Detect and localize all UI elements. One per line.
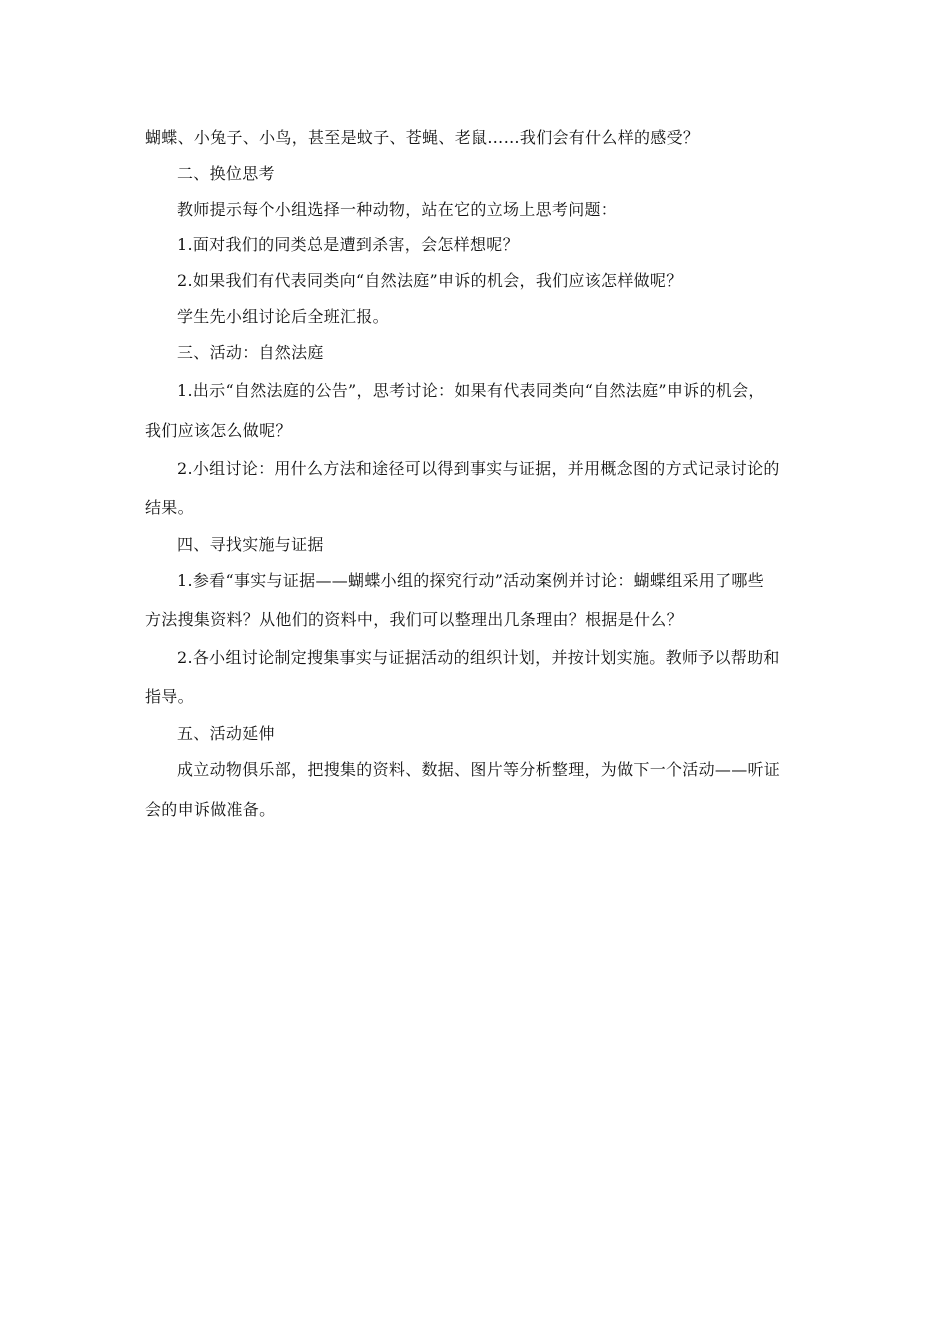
section-heading-4: 四、寻找实施与证据 [177, 535, 324, 554]
section-heading-3: 三、活动：自然法庭 [177, 343, 324, 362]
list-item-continuation: 我们应该怎么做呢？ [145, 421, 292, 440]
list-item: 2.如果我们有代表同类向“自然法庭”申诉的机会，我们应该怎样做呢？ [177, 271, 683, 290]
paragraph-line: 学生先小组讨论后全班汇报。 [177, 307, 389, 326]
list-item: 1.面对我们的同类总是遭到杀害，会怎样想呢？ [177, 235, 519, 254]
section-heading-2: 二、换位思考 [177, 164, 275, 183]
list-item-continuation: 方法搜集资料？从他们的资料中，我们可以整理出几条理由？根据是什么？ [145, 610, 683, 629]
paragraph-line-continuation: 会的申诉做准备。 [145, 800, 276, 819]
list-item: 2.小组讨论：用什么方法和途径可以得到事实与证据，并用概念图的方式记录讨论的 [177, 459, 780, 478]
paragraph-line: 成立动物俱乐部，把搜集的资料、数据、图片等分析整理，为做下一个活动——听证 [177, 760, 781, 779]
list-item: 2.各小组讨论制定搜集事实与证据活动的组织计划，并按计划实施。教师予以帮助和 [177, 648, 780, 667]
list-item-continuation: 指导。 [145, 687, 194, 706]
list-item: 1.参看“事实与证据——蝴蝶小组的探究行动”活动案例并讨论：蝴蝶组采用了哪些 [177, 571, 765, 590]
paragraph-line: 教师提示每个小组选择一种动物，站在它的立场上思考问题： [177, 200, 618, 219]
list-item: 1.出示“自然法庭的公告”，思考讨论：如果有代表同类向“自然法庭”申诉的机会， [177, 381, 765, 400]
list-item-continuation: 结果。 [145, 498, 194, 517]
paragraph-line: 蝴蝶、小兔子、小鸟，甚至是蚊子、苍蝇、老鼠……我们会有什么样的感受？ [145, 128, 700, 147]
section-heading-5: 五、活动延伸 [177, 724, 275, 743]
